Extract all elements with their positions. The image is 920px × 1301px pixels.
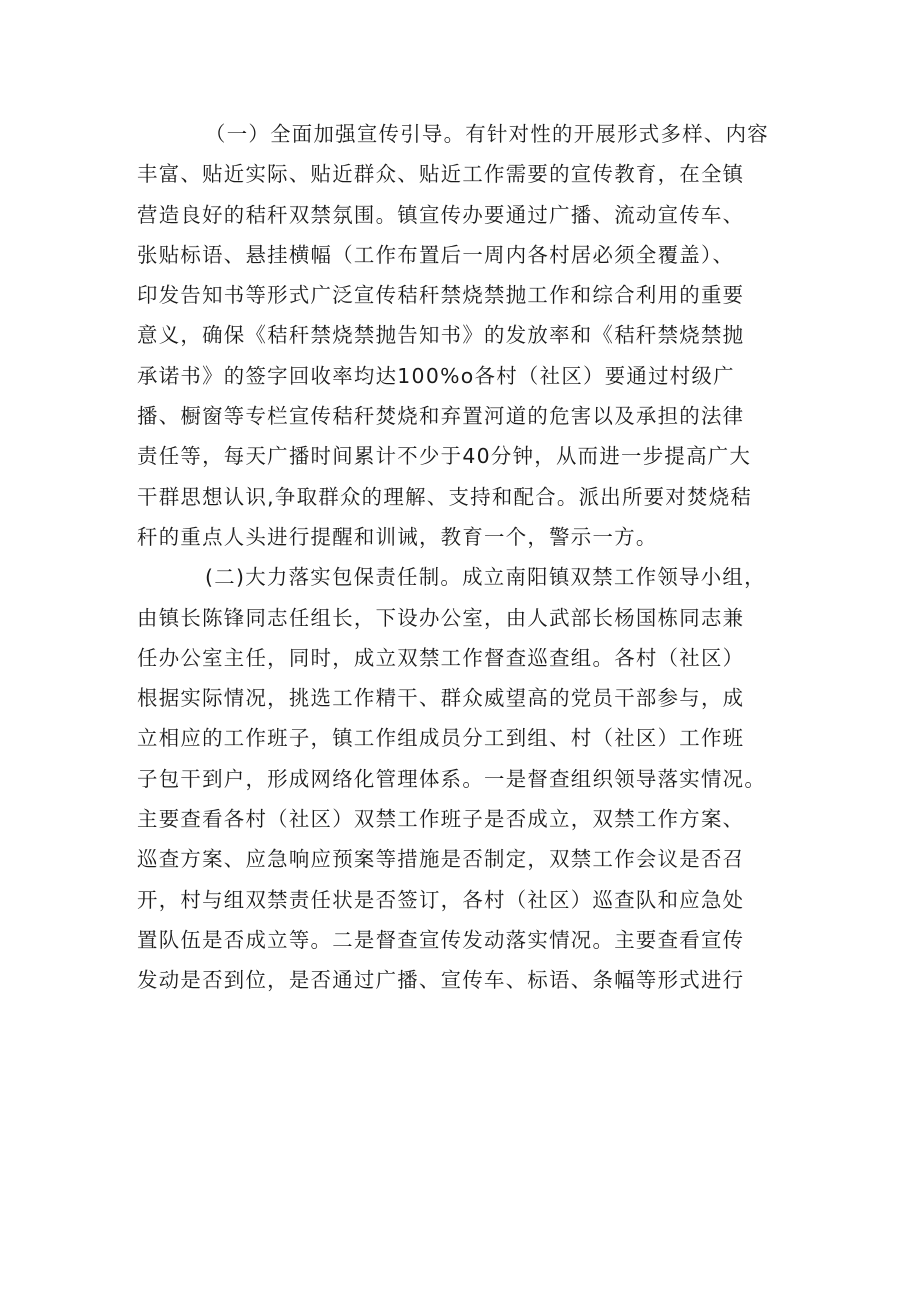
text-line: 主要查看各村（社区）双禁工作班子是否成立，双禁工作方案、 — [137, 807, 745, 832]
text-line: 承诺书》的签字回收率均达100%o各村（社区）要通过村级广 — [137, 363, 735, 388]
text-line: （一）全面加强宣传引导。有针对性的开展形式多样、内容 — [205, 122, 769, 146]
text-line: 播、橱窗等专栏宣传秸秆焚烧和弃置河道的危害以及承担的法律 — [137, 404, 745, 429]
text-line: 由镇长陈锋同志任组长，下设办公室，由人武部长杨国栋同志兼 — [137, 605, 745, 630]
text-line: (二)大力落实包保责任制。成立南阳镇双禁工作领导小组， — [205, 565, 766, 590]
text-line: 立相应的工作班子，镇工作组成员分工到组、村（社区）工作班 — [137, 726, 745, 751]
text-line: 印发告知书等形式广泛宣传秸秆禁烧禁抛工作和综合利用的重要 — [137, 283, 745, 308]
text-line: 任办公室主任，同时，成立双禁工作督查巡查组。各村（社区） — [137, 645, 745, 670]
document-body — [137, 114, 807, 1001]
text-line: 巡查方案、应急响应预案等措施是否制定，双禁工作会议是否召 — [137, 847, 745, 872]
text-line: 子包干到户，形成网络化管理体系。一是督查组织领导落实情况。 — [137, 766, 767, 791]
text-line: 张贴标语、悬挂横幅（工作布置后一周内各村居必须全覆盖）、 — [137, 242, 735, 267]
text-line: 秆的重点人头进行提醒和训诫，教育一个，警示一方。 — [137, 524, 658, 549]
text-line: 意义，确保《秸秆禁烧禁抛告知书》的发放率和《秸秆禁烧禁抛 — [137, 323, 745, 348]
text-line: 根据实际情况，挑选工作精干、群众威望高的党员干部参与，成 — [137, 686, 745, 711]
paragraph-responsibility — [137, 557, 807, 1000]
text-line: 营造良好的秸秆双禁氛围。镇宣传办要通过广播、流动宣传车、 — [137, 202, 745, 227]
text-line: 发动是否到位，是否通过广播、宣传车、标语、条幅等形式进行 — [137, 968, 745, 993]
text-line: 责任等，每天广播时间累计不少于40分钟，从而进一步提高广大 — [137, 444, 752, 469]
text-line: 干群思想认识,争取群众的理解、支持和配合。派出所要对焚烧秸 — [137, 484, 753, 509]
paragraph-publicity — [137, 114, 807, 557]
text-line: 置队伍是否成立等。二是督查宣传发动落实情况。主要查看宣传 — [137, 927, 745, 952]
text-line: 开，村与组双禁责任状是否签订，各村（社区）巡查队和应急处 — [137, 887, 745, 912]
text-line: 丰富、贴近实际、贴近群众、贴近工作需要的宣传教育，在全镇 — [137, 162, 745, 187]
